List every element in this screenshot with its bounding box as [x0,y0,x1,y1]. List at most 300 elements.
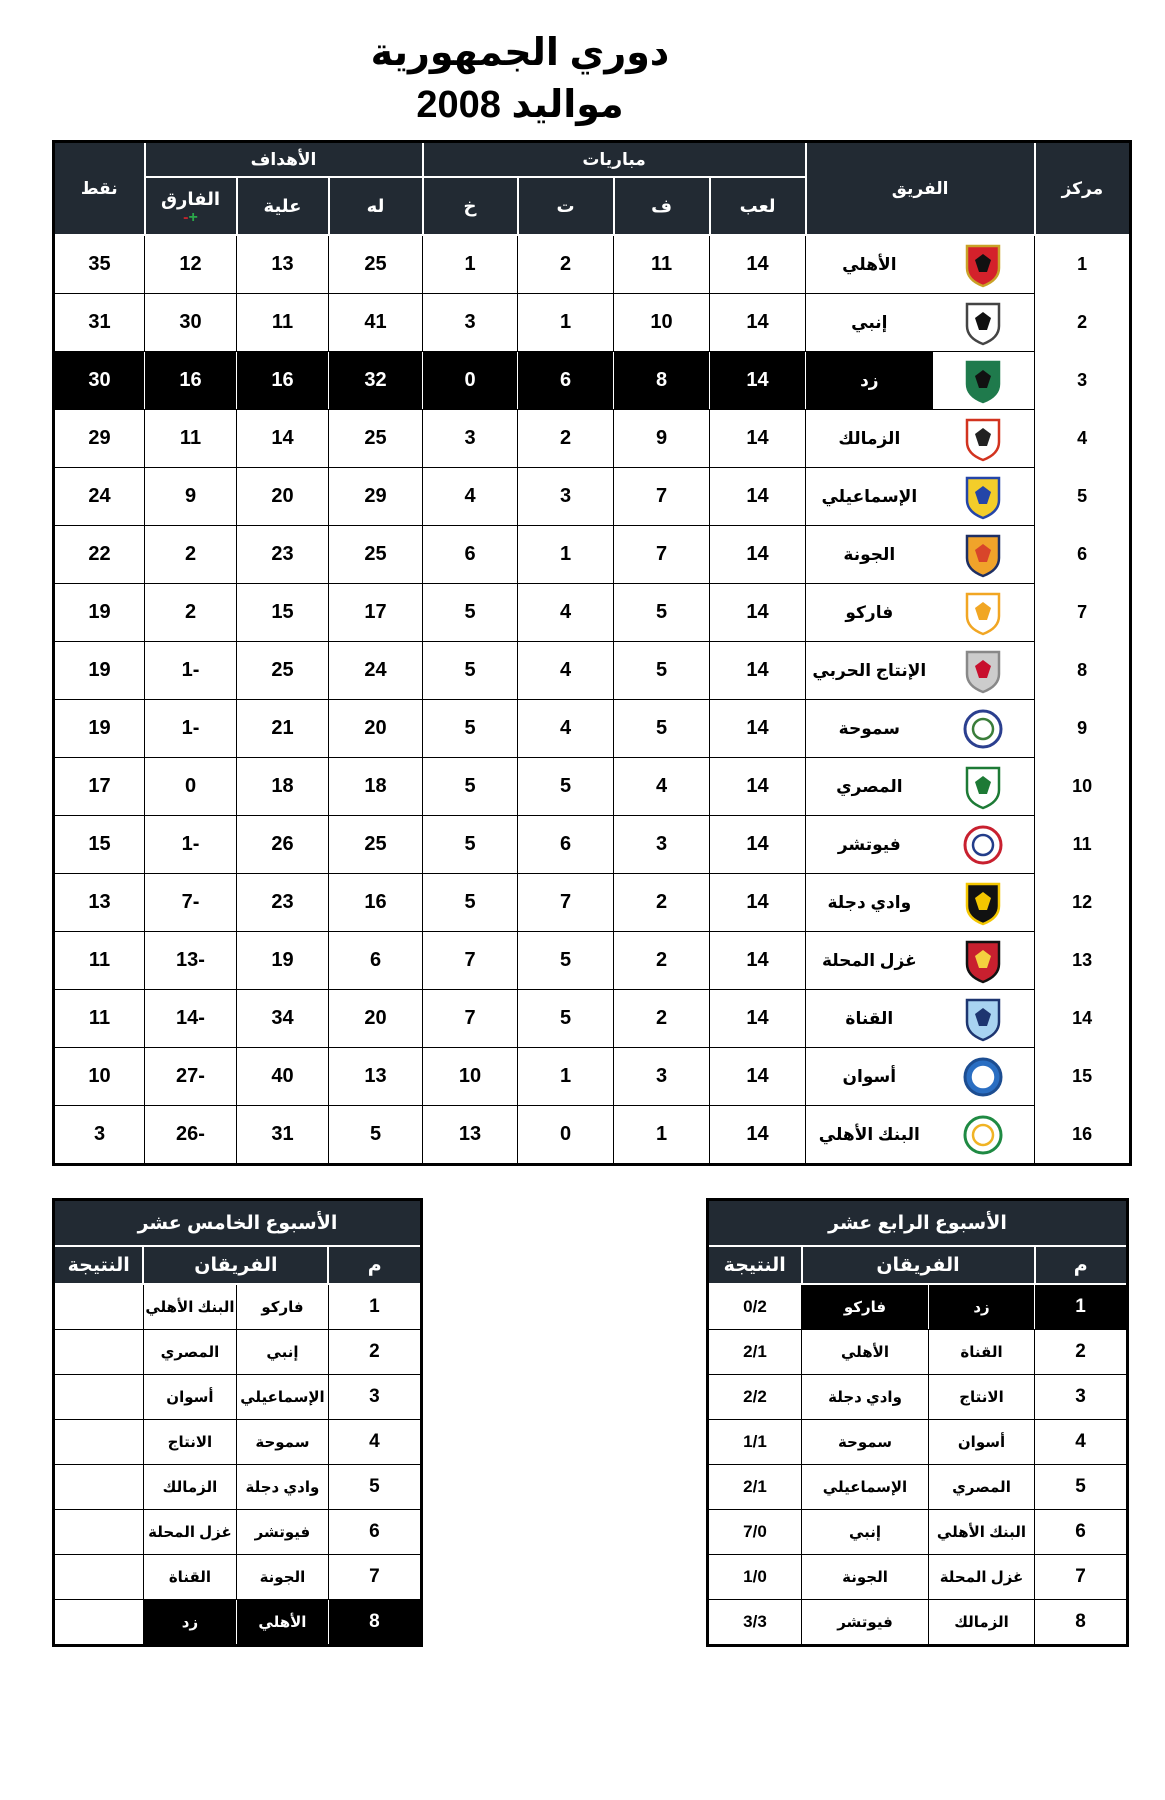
won-cell: 5 [614,700,710,758]
goal-diff-cell: 13- [145,932,237,990]
goals-for-cell: 24 [329,642,423,700]
lost-cell: 3 [423,294,518,352]
week14-match-row [708,1555,1128,1600]
goal-diff-cell: 1- [145,816,237,874]
smouha-badge-icon [963,706,1003,752]
week14-match-row [708,1600,1128,1646]
page-title: دوري الجمهورية [370,32,670,74]
goals-against-cell: 26 [237,816,329,874]
team-logo-cell [933,816,1035,874]
lost-cell: 5 [423,874,518,932]
ghazl-el-mahalla-badge-icon [963,938,1003,984]
week14-header-num: م [1035,1246,1128,1284]
home-team: سموحة [236,1420,328,1465]
drawn-cell: 6 [518,352,614,410]
home-team: الأهلي [236,1600,328,1646]
goal-diff-cell: 16 [145,352,237,410]
won-cell: 2 [614,874,710,932]
goals-for-cell: 32 [329,352,423,410]
played-cell: 14 [710,352,806,410]
standings-row [54,410,1131,468]
header-goals-for: له [329,177,423,235]
rank-cell: 7 [1035,584,1131,642]
goal-diff-cell: 2 [145,526,237,584]
match-result: 1/0 [708,1555,802,1600]
goals-against-cell: 23 [237,874,329,932]
goal-diff-cell: 12 [145,235,237,294]
match-number: 8 [1035,1600,1128,1646]
home-team: أسوان [929,1420,1035,1465]
goals-against-cell: 16 [237,352,329,410]
standings-row [54,294,1131,352]
team-logo-cell [933,235,1035,294]
week15-match-row [54,1600,422,1646]
standings-row [54,758,1131,816]
team-name-cell: القناة [806,990,933,1048]
header-points: نقط [54,142,145,236]
team-logo-cell [933,468,1035,526]
drawn-cell: 0 [518,1106,614,1165]
rank-cell: 3 [1035,352,1131,410]
played-cell: 14 [710,468,806,526]
away-team: الجونة [802,1555,929,1600]
drawn-cell: 3 [518,468,614,526]
goal-diff-cell: 26- [145,1106,237,1165]
rank-cell: 6 [1035,526,1131,584]
goals-for-cell: 17 [329,584,423,642]
week15-header-result: النتيجة [54,1246,144,1284]
team-logo-cell [933,1048,1035,1106]
standings-table [52,140,1132,1166]
away-team: إنبي [802,1510,929,1555]
goals-for-cell: 25 [329,526,423,584]
match-number: 3 [328,1375,421,1420]
away-team: القناة [143,1555,236,1600]
played-cell: 14 [710,1106,806,1165]
match-result: 7/0 [708,1510,802,1555]
home-team: الجونة [236,1555,328,1600]
goal-diff-cell: 1- [145,642,237,700]
won-cell: 3 [614,1048,710,1106]
played-cell: 14 [710,1048,806,1106]
rank-cell: 9 [1035,700,1131,758]
away-team: المصري [143,1330,236,1375]
al-ahly-badge-icon [963,242,1003,288]
enppi-badge-icon [963,300,1003,346]
home-team: غزل المحلة [929,1555,1035,1600]
week15-match-row [54,1330,422,1375]
page-subtitle: مواليد 2008 [416,84,624,126]
goals-for-cell: 25 [329,816,423,874]
home-team: فيوتشر [236,1510,328,1555]
away-team: الانتاج [143,1420,236,1465]
week14-match-row [708,1284,1128,1330]
played-cell: 14 [710,584,806,642]
wadi-degla-badge-icon [963,880,1003,926]
away-team: الإسماعيلي [802,1465,929,1510]
away-team: زد [143,1600,236,1646]
played-cell: 14 [710,874,806,932]
points-cell: 10 [54,1048,145,1106]
won-cell: 2 [614,990,710,1048]
lost-cell: 5 [423,700,518,758]
rank-cell: 4 [1035,410,1131,468]
lost-cell: 5 [423,642,518,700]
points-cell: 22 [54,526,145,584]
played-cell: 14 [710,410,806,468]
drawn-cell: 7 [518,874,614,932]
canal-sc-badge-icon [963,996,1003,1042]
header-matches-group: مباريات [423,142,806,178]
goal-diff-cell: 7- [145,874,237,932]
match-number: 7 [328,1555,421,1600]
week15-match-row [54,1420,422,1465]
header-drawn: ت [518,177,614,235]
ismaily-badge-icon [963,474,1003,520]
points-cell: 13 [54,874,145,932]
goals-against-cell: 23 [237,526,329,584]
rank-cell: 5 [1035,468,1131,526]
header-lost: خ [423,177,518,235]
header-played: لعب [710,177,806,235]
standings-row [54,816,1131,874]
team-name-cell: وادي دجلة [806,874,933,932]
played-cell: 14 [710,294,806,352]
header-team: الفريق [806,142,1035,236]
goals-against-cell: 31 [237,1106,329,1165]
drawn-cell: 2 [518,410,614,468]
points-cell: 29 [54,410,145,468]
goals-against-cell: 13 [237,235,329,294]
aswan-badge-icon [963,1054,1003,1100]
pharco-badge-icon [963,590,1003,636]
home-team: المصري [929,1465,1035,1510]
match-result: 2/2 [708,1375,802,1420]
won-cell: 2 [614,932,710,990]
won-cell: 4 [614,758,710,816]
standings-row [54,235,1131,294]
header-goals-group: الأهداف [145,142,423,178]
standings-row [54,1106,1131,1165]
zed-fc-badge-icon [963,358,1003,404]
team-name-cell: المصري [806,758,933,816]
goal-diff-cell: 30 [145,294,237,352]
standings-row [54,1048,1131,1106]
home-team: الانتاج [929,1375,1035,1420]
header-rank: مركز [1035,142,1131,236]
week14-header-result: النتيجة [708,1246,802,1284]
won-cell: 10 [614,294,710,352]
played-cell: 14 [710,235,806,294]
week15-title: الأسبوع الخامس عشر [54,1200,422,1247]
goal-diff-cell: 2 [145,584,237,642]
goals-for-cell: 16 [329,874,423,932]
lost-cell: 5 [423,758,518,816]
match-result: 1/1 [708,1420,802,1465]
goals-for-cell: 25 [329,410,423,468]
week15-header-teams: الفريقان [143,1246,328,1284]
goals-for-cell: 20 [329,700,423,758]
zamalek-badge-icon [963,416,1003,462]
team-logo-cell [933,584,1035,642]
header-goal-diff [145,177,237,235]
goal-diff-cell: 11 [145,410,237,468]
week15-match-row [54,1555,422,1600]
match-result [54,1330,144,1375]
lost-cell: 7 [423,932,518,990]
standings-row [54,932,1131,990]
played-cell: 14 [710,758,806,816]
goal-diff-cell: 0 [145,758,237,816]
team-logo-cell [933,352,1035,410]
points-cell: 3 [54,1106,145,1165]
lost-cell: 7 [423,990,518,1048]
away-team: أسوان [143,1375,236,1420]
points-cell: 11 [54,932,145,990]
rank-cell: 11 [1035,816,1131,874]
won-cell: 1 [614,1106,710,1165]
standings-row [54,990,1131,1048]
away-team: الزمالك [143,1465,236,1510]
team-name-cell: الزمالك [806,410,933,468]
team-logo-cell [933,700,1035,758]
match-result [54,1465,144,1510]
drawn-cell: 5 [518,990,614,1048]
week14-match-row [708,1465,1128,1510]
home-team: إنبي [236,1330,328,1375]
standings-row [54,468,1131,526]
goal-diff-cell: 27- [145,1048,237,1106]
points-cell: 19 [54,642,145,700]
standings-row [54,584,1131,642]
goal-diff-cell: 14- [145,990,237,1048]
points-cell: 31 [54,294,145,352]
team-name-cell: زد [806,352,933,410]
team-name-cell: فاركو [806,584,933,642]
match-result [54,1510,144,1555]
team-name-cell: الأهلي [806,235,933,294]
points-cell: 19 [54,584,145,642]
played-cell: 14 [710,990,806,1048]
match-result: 2/1 [708,1465,802,1510]
lost-cell: 5 [423,816,518,874]
goals-against-cell: 14 [237,410,329,468]
played-cell: 14 [710,932,806,990]
home-team: الإسماعيلي [236,1375,328,1420]
team-logo-cell [933,874,1035,932]
won-cell: 11 [614,235,710,294]
home-team: البنك الأهلي [929,1510,1035,1555]
goals-for-cell: 5 [329,1106,423,1165]
points-cell: 17 [54,758,145,816]
drawn-cell: 5 [518,758,614,816]
team-logo-cell [933,410,1035,468]
goal-diff-cell: 9 [145,468,237,526]
away-team: الأهلي [802,1330,929,1375]
lost-cell: 13 [423,1106,518,1165]
header-goals-against: علية [237,177,329,235]
lost-cell: 4 [423,468,518,526]
match-number: 3 [1035,1375,1128,1420]
played-cell: 14 [710,526,806,584]
lost-cell: 0 [423,352,518,410]
match-result: 2/1 [708,1330,802,1375]
week15-match-row [54,1375,422,1420]
rank-cell: 8 [1035,642,1131,700]
drawn-cell: 5 [518,932,614,990]
team-name-cell: الإسماعيلي [806,468,933,526]
team-logo-cell [933,526,1035,584]
won-cell: 7 [614,468,710,526]
week14-header-teams: الفريقان [802,1246,1035,1284]
team-name-cell: الجونة [806,526,933,584]
rank-cell: 14 [1035,990,1131,1048]
goals-for-cell: 13 [329,1048,423,1106]
points-cell: 11 [54,990,145,1048]
match-result [54,1375,144,1420]
match-result [54,1420,144,1465]
week14-match-row [708,1420,1128,1465]
lost-cell: 5 [423,584,518,642]
points-cell: 35 [54,235,145,294]
drawn-cell: 6 [518,816,614,874]
rank-cell: 1 [1035,235,1131,294]
away-team: البنك الأهلي [143,1284,236,1330]
drawn-cell: 1 [518,294,614,352]
week15-fixtures-table [52,1198,423,1647]
goals-against-cell: 18 [237,758,329,816]
lost-cell: 1 [423,235,518,294]
goals-for-cell: 6 [329,932,423,990]
drawn-cell: 4 [518,584,614,642]
rank-cell: 16 [1035,1106,1131,1165]
drawn-cell: 1 [518,526,614,584]
match-number: 4 [328,1420,421,1465]
team-logo-cell [933,758,1035,816]
match-number: 7 [1035,1555,1128,1600]
drawn-cell: 2 [518,235,614,294]
played-cell: 14 [710,700,806,758]
away-team: فاركو [802,1284,929,1330]
home-team: فاركو [236,1284,328,1330]
el-gouna-badge-icon [963,532,1003,578]
team-logo-cell [933,932,1035,990]
goals-against-cell: 40 [237,1048,329,1106]
team-logo-cell [933,1106,1035,1165]
week14-title: الأسبوع الرابع عشر [708,1200,1128,1247]
points-cell: 24 [54,468,145,526]
goals-against-cell: 25 [237,642,329,700]
match-number: 2 [1035,1330,1128,1375]
drawn-cell: 4 [518,700,614,758]
lost-cell: 6 [423,526,518,584]
played-cell: 14 [710,642,806,700]
goals-for-cell: 18 [329,758,423,816]
won-cell: 7 [614,526,710,584]
won-cell: 5 [614,642,710,700]
won-cell: 5 [614,584,710,642]
away-team: وادي دجلة [802,1375,929,1420]
standings-row [54,352,1131,410]
goals-against-cell: 11 [237,294,329,352]
goal-diff-cell: 1- [145,700,237,758]
drawn-cell: 4 [518,642,614,700]
team-name-cell: غزل المحلة [806,932,933,990]
points-cell: 19 [54,700,145,758]
match-result [54,1555,144,1600]
team-name-cell: إنبي [806,294,933,352]
week14-match-row [708,1375,1128,1420]
rank-cell: 15 [1035,1048,1131,1106]
week14-fixtures-table [706,1198,1129,1647]
standings-row [54,700,1131,758]
plus-minus-icon: -+ [183,208,198,226]
team-name-cell: سموحة [806,700,933,758]
match-number: 2 [328,1330,421,1375]
standings-row [54,526,1131,584]
rank-cell: 12 [1035,874,1131,932]
match-result [54,1600,144,1646]
al-masry-badge-icon [963,764,1003,810]
week15-match-row [54,1284,422,1330]
week15-match-row [54,1465,422,1510]
team-name-cell: الإنتاج الحربي [806,642,933,700]
points-cell: 15 [54,816,145,874]
goals-for-cell: 29 [329,468,423,526]
away-team: فيوتشر [802,1600,929,1646]
points-cell: 30 [54,352,145,410]
team-name-cell: أسوان [806,1048,933,1106]
week15-header-num: م [328,1246,421,1284]
won-cell: 9 [614,410,710,468]
goals-against-cell: 20 [237,468,329,526]
won-cell: 3 [614,816,710,874]
won-cell: 8 [614,352,710,410]
home-team: وادي دجلة [236,1465,328,1510]
goals-against-cell: 19 [237,932,329,990]
lost-cell: 3 [423,410,518,468]
match-number: 5 [1035,1465,1128,1510]
match-result: 0/2 [708,1284,802,1330]
header-won: ف [614,177,710,235]
away-team: غزل المحلة [143,1510,236,1555]
future-fc-badge-icon [963,822,1003,868]
match-result [54,1284,144,1330]
goals-for-cell: 25 [329,235,423,294]
rank-cell: 2 [1035,294,1131,352]
goals-against-cell: 15 [237,584,329,642]
goals-for-cell: 20 [329,990,423,1048]
national-bank-badge-icon [963,1112,1003,1158]
home-team: القناة [929,1330,1035,1375]
match-number: 6 [1035,1510,1128,1555]
team-logo-cell [933,990,1035,1048]
header-goal-diff-label: الفارق [160,188,221,209]
goals-against-cell: 34 [237,990,329,1048]
lost-cell: 10 [423,1048,518,1106]
match-number: 6 [328,1510,421,1555]
team-logo-cell [933,642,1035,700]
match-number: 1 [328,1284,421,1330]
home-team: زد [929,1284,1035,1330]
rank-cell: 10 [1035,758,1131,816]
rank-cell: 13 [1035,932,1131,990]
week14-match-row [708,1330,1128,1375]
match-number: 5 [328,1465,421,1510]
drawn-cell: 1 [518,1048,614,1106]
goals-for-cell: 41 [329,294,423,352]
match-number: 4 [1035,1420,1128,1465]
